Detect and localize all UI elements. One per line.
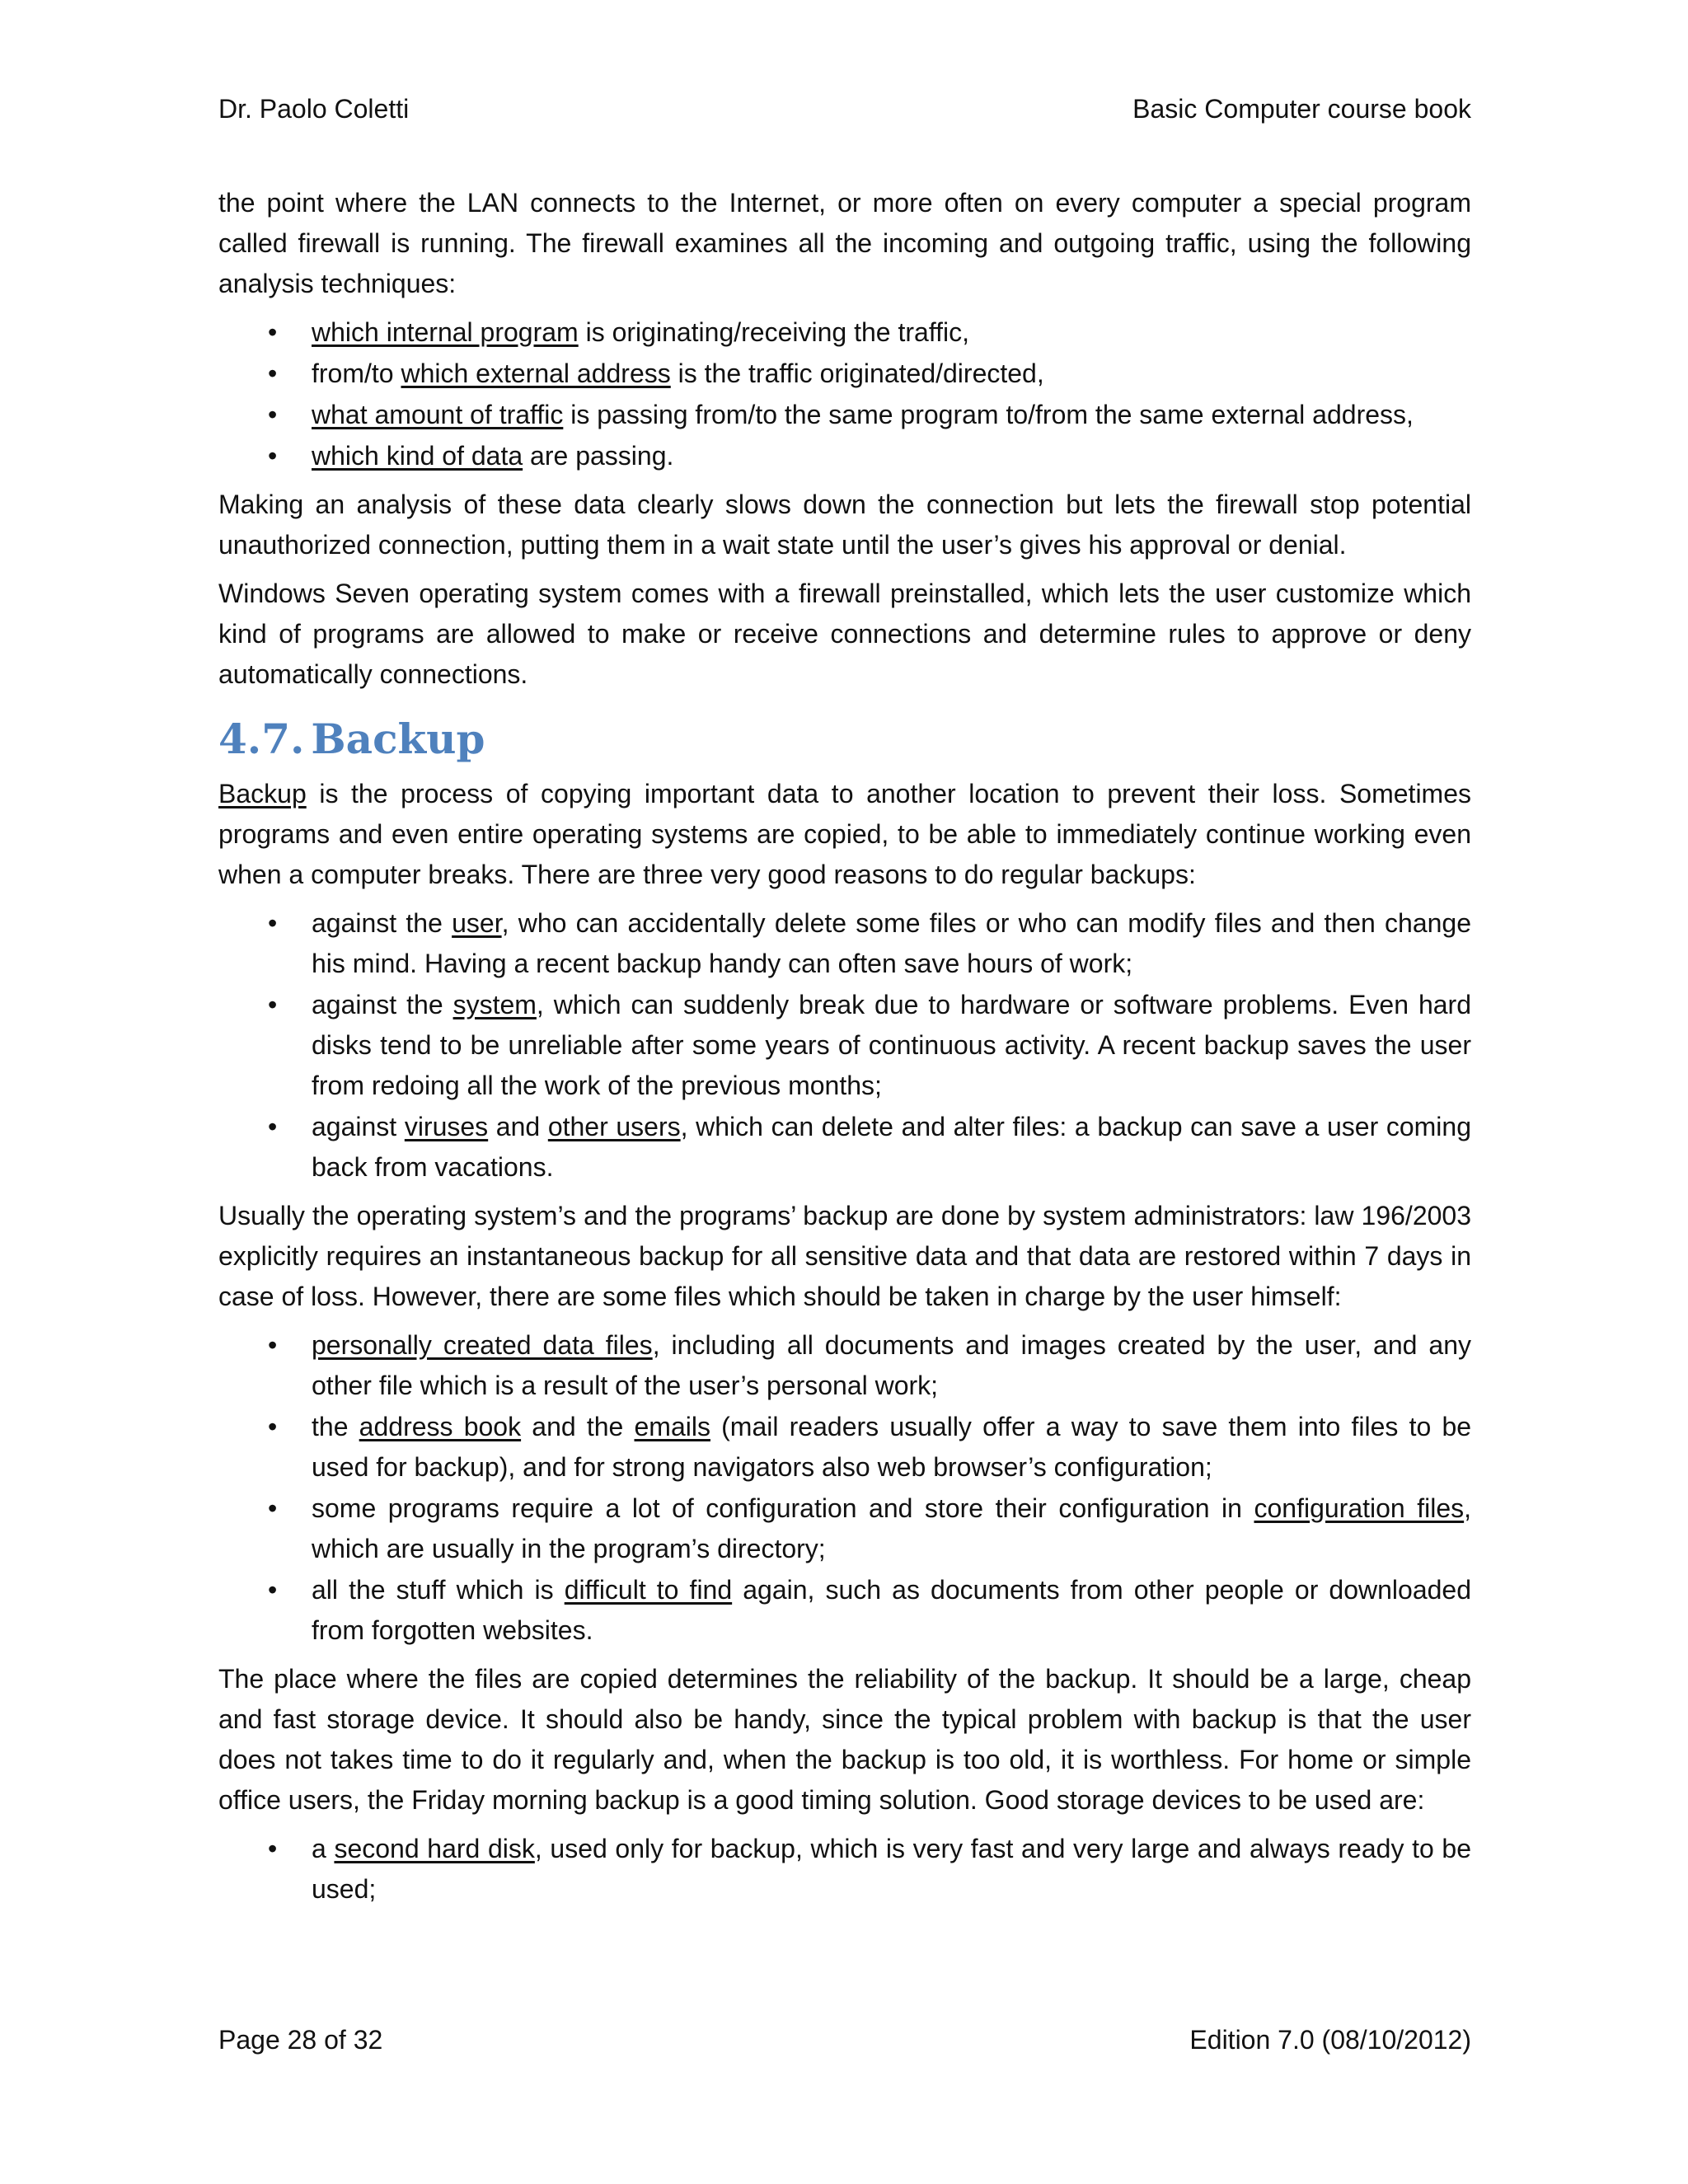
bullet-icon: •: [268, 1493, 278, 1523]
text-run: , used only for backup, which is very fast and very large and always ready to be used;: [312, 1834, 1471, 1904]
text-run: the: [312, 1412, 359, 1441]
list-item: [218, 903, 1471, 984]
footer-edition: Edition 7.0 (08/10/2012): [1189, 2025, 1471, 2055]
footer-page-number: Page 28 of 32: [218, 2025, 383, 2055]
bullet-icon: •: [268, 1412, 278, 1441]
paragraph: [218, 183, 1471, 304]
list-item: [218, 1570, 1471, 1651]
text-run: and: [488, 1112, 548, 1141]
bullet-icon: •: [268, 441, 278, 471]
text-run: is the process of copying important data to another location to prevent their loss. Sometimes programs and even entire operating systems are copied, to be able to immediately continue working even when a computer breaks. There are three very good reasons to do regular backups:: [218, 779, 1471, 889]
underlined-term: personally created data files: [312, 1330, 653, 1360]
underlined-term: which kind of data: [312, 441, 523, 471]
paragraph: [218, 574, 1471, 695]
underlined-term: other users: [547, 1112, 681, 1141]
text-run: are passing.: [523, 441, 674, 471]
bullet-icon: •: [268, 359, 278, 388]
text-run: a: [312, 1834, 335, 1863]
text-run: is passing from/to the same program to/from the same external address,: [563, 400, 1414, 429]
header-author: Dr. Paolo Coletti: [218, 94, 410, 124]
underlined-term: viruses: [404, 1112, 489, 1141]
list-item: [218, 1407, 1471, 1488]
paragraph: [218, 774, 1471, 895]
text-run: , which can delete and alter files: a backup can save a user coming back from vacations.: [312, 1112, 1472, 1182]
text-run: some programs require a lot of configuration and store their configuration in: [312, 1493, 1254, 1523]
text-run: all the stuff which is: [312, 1575, 565, 1605]
text-run: against the: [312, 908, 452, 938]
page-footer: [218, 2023, 1471, 2056]
text-run: against: [312, 1112, 405, 1141]
list-item: [218, 436, 1471, 476]
page-header: [218, 92, 1471, 125]
list-item: [218, 354, 1471, 394]
bullet-list: [218, 1829, 1471, 1910]
bullet-icon: •: [268, 400, 278, 429]
underlined-term: address book: [359, 1412, 522, 1441]
underlined-term: user: [452, 908, 502, 938]
bullet-icon: •: [268, 1575, 278, 1605]
underlined-term: which internal program: [312, 317, 579, 347]
bullet-list: [218, 1325, 1471, 1651]
underlined-term: which external address: [401, 359, 671, 388]
bullet-icon: •: [268, 1112, 278, 1141]
text-run: is originating/receiving the traffic,: [578, 317, 970, 347]
underlined-term: difficult to find: [564, 1575, 733, 1605]
bullet-icon: •: [268, 317, 278, 347]
underlined-term: Backup: [218, 779, 307, 808]
text-run: and the: [521, 1412, 635, 1441]
bullet-icon: •: [268, 908, 278, 938]
bullet-icon: •: [268, 990, 278, 1019]
list-item: [218, 1107, 1471, 1188]
text-run: , which can suddenly break due to hardware or software problems. Even hard disks tend to be unreliable after some years of continuous activity. A recent backup saves the user from redoing all the work of the previous months;: [312, 990, 1472, 1100]
bullet-icon: •: [268, 1834, 278, 1863]
text-run: is the traffic originated/directed,: [670, 359, 1044, 388]
text-run: the point where the LAN connects to the Internet, or more often on every computer a special program called firewall is running. The firewall examines all the incoming and outgoing traffic, using the following analysis techniques:: [218, 188, 1471, 298]
text-run: against the: [312, 990, 453, 1019]
page-content: [218, 183, 1471, 1918]
underlined-term: configuration files: [1254, 1493, 1465, 1523]
section-title: Backup: [311, 715, 485, 763]
bullet-list: [218, 312, 1471, 476]
list-item: [218, 1325, 1471, 1406]
list-item: [218, 395, 1471, 435]
underlined-term: second hard disk: [334, 1834, 535, 1863]
text-run: Windows Seven operating system comes with a firewall preinstalled, which lets the user customize which kind of programs are allowed to make or receive connections and determine rules to approve or deny automatically connections.: [218, 579, 1471, 689]
paragraph: [218, 485, 1471, 565]
text-run: The place where the files are copied determines the reliability of the backup. It should be a large, cheap and fast storage device. It should also be handy, since the typical problem with backup is that the user does not takes time to do it regularly and, when the backup is too old, it is worthless. For home or simple office users, the Friday morning backup is a good timing solution. Good storage devices to be used are:: [218, 1664, 1471, 1815]
header-book-title: Basic Computer course book: [1132, 94, 1471, 124]
section-heading: [218, 713, 1471, 766]
bullet-icon: •: [268, 1330, 278, 1360]
paragraph: [218, 1196, 1471, 1317]
text-run: , who can accidentally delete some files or who can modify files and then change his mind. Having a recent backup handy can often save hours of work;: [312, 908, 1472, 978]
text-run: , which are usually in the program’s directory;: [312, 1493, 1472, 1563]
text-run: Making an analysis of these data clearly slows down the connection but lets the firewall stop potential unauthorized connection, putting them in a wait state until the user’s gives his approval or denial.: [218, 490, 1471, 560]
list-item: [218, 1488, 1471, 1569]
list-item: [218, 985, 1471, 1106]
text-run: (mail readers usually offer a way to save them into files to be used for backup), and for strong navigators also web browser’s configuration;: [312, 1412, 1472, 1482]
list-item: [218, 1829, 1471, 1910]
list-item: [218, 312, 1471, 353]
text-run: from/to: [312, 359, 401, 388]
underlined-term: system: [452, 990, 537, 1019]
underlined-term: emails: [634, 1412, 710, 1441]
paragraph: [218, 1659, 1471, 1821]
text-run: , including all documents and images created by the user, and any other file which is a result of the user’s personal work;: [312, 1330, 1472, 1400]
section-number: 4.7.: [218, 715, 305, 763]
bullet-list: [218, 903, 1471, 1188]
underlined-term: what amount of traffic: [312, 400, 564, 429]
text-run: Usually the operating system’s and the programs’ backup are done by system administrators: law 196/2003 explicitly requires an instantaneous backup for all sensitive data and that data are restored within 7 days in case of loss. However, there are some files which should be taken in charge by the user himself:: [218, 1201, 1471, 1311]
text-run: again, such as documents from other people or downloaded from forgotten websites.: [312, 1575, 1472, 1645]
